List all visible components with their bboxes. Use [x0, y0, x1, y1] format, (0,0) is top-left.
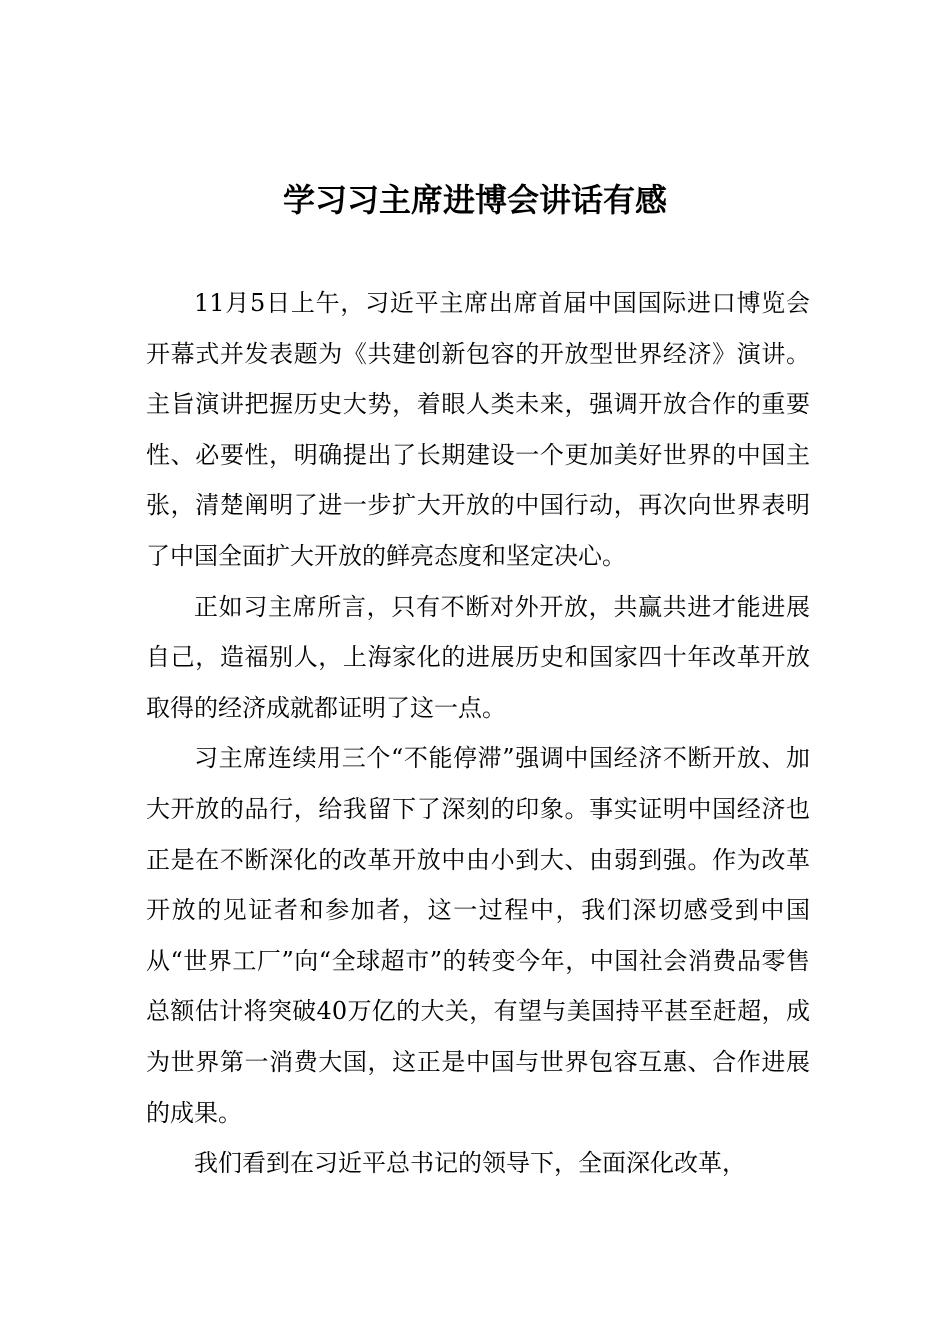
paragraph: 11月5日上午，习近平主席出席首届中国国际进口博览会开幕式并发表题为《共建创新包容的开放型世界经济》演讲。主旨演讲把握历史大势，着眼人类未来，强调开放合作的重要性、必要性，明确提出了长期建设一个更加美好世界的中国主张，清楚阐明了进一步扩大开放的中国行动，再次向世界表明了中国全面扩大开放的鲜亮态度和坚定决心。: [146, 289, 810, 570]
document-title: 学习习主席进博会讲话有感: [282, 181, 667, 219]
document-body: [146, 278, 810, 1189]
paragraph: 正如习主席所言，只有不断对外开放，共赢共进才能进展自己，造福别人，上海家化的进展历史和国家四十年改革开放取得的经济成就都证明了这一点。: [146, 592, 810, 722]
paragraph: 我们看到在习近平总书记的领导下，全面深化改革，: [194, 1149, 746, 1178]
paragraph: 习主席连续用三个“不能停滞”强调中国经济不断开放、加大开放的品行，给我留下了深刻的印象。事实证明中国经济也正是在不断深化的改革开放中由小到大、由弱到强。作为改革开放的见证者和参加者，这一过程中，我们深切感受到中国从“世界工厂”向“全球超市”的转变今年，中国社会消费品零售总额估计将突破40万亿的大关，有望与美国持平甚至赶超，成为世界第一消费大国，这正是中国与世界包容互惠、合作进展的成果。: [146, 744, 810, 1127]
